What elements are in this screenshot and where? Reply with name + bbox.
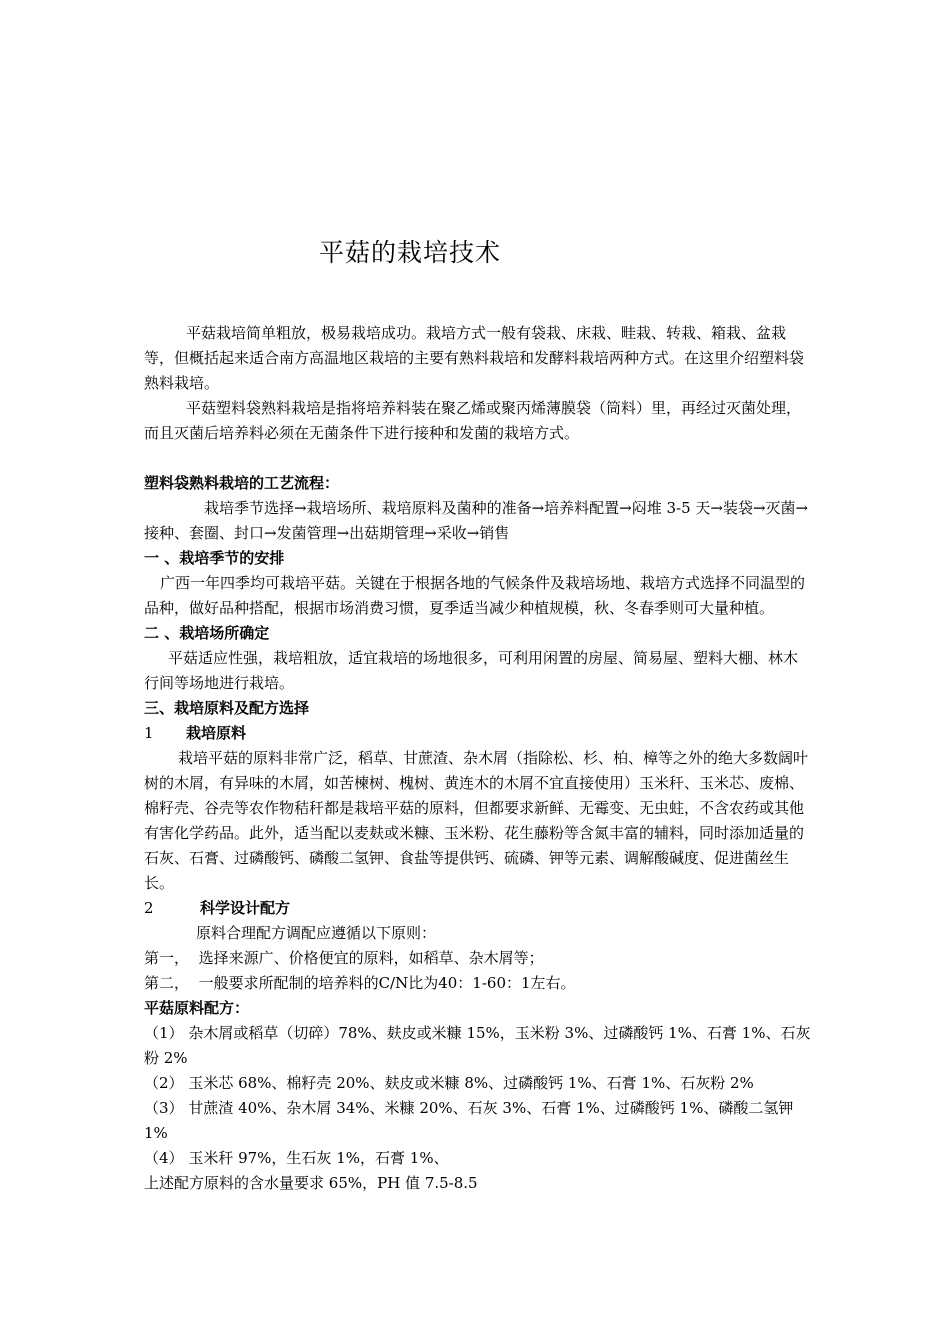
recipe-3 (144, 1096, 812, 1146)
recipes-note: 上述配方原料的含水量要求 65%，PH 值 7.5-8.5 (144, 1174, 478, 1192)
recipe-2 (144, 1071, 812, 1096)
recipe-1-number: （1） (144, 1024, 184, 1042)
process-heading: 塑料袋熟料栽培的工艺流程： (144, 474, 340, 492)
subsection2-number: 2 (144, 899, 154, 917)
subsection1-text: 栽培平菇的原料非常广泛，稻草、甘蔗渣、杂木屑（指除松、杉、柏、樟等之外的绝大多数阔叶树的木屑，有异味的木屑，如苦楝树、槐树、黄连木的木屑不宜直接使用）玉米秆、玉米芯、废棉、棉籽壳、谷壳等农作物秸秆都是栽培平菇的原料，但都要求新鲜、无霉变、无虫蛀，不含农药或其他有害化学药品。此外，适当配以麦麸或米糠、玉米粉、花生藤粉等含氮丰富的辅料，同时添加适量的石灰、石膏、过磷酸钙、磷酸二氢钾、食盐等提供钙、硫磷、钾等元素、调解酸碱度、促进菌丝生长。 (144, 749, 809, 892)
subsection2-heading (144, 896, 812, 921)
document-body (144, 321, 812, 1196)
subsection1-title: 栽培原料 (186, 724, 247, 742)
principle-1 (144, 946, 812, 971)
recipe-2-text: 玉米芯 68%、棉籽壳 20%、麸皮或米糠 8%、过磷酸钙 1%、石膏 1%、石灰粉 2% (188, 1074, 754, 1092)
section2-heading: 二 、栽培场所确定 (144, 624, 270, 642)
principle-2-label: 第二， (144, 974, 190, 992)
section2-text: 平菇适应性强，栽培粗放，适宜栽培的场地很多，可利用闲置的房屋、简易屋、塑料大棚、林木行间等场地进行栽培。 (144, 649, 799, 692)
recipe-4 (144, 1146, 812, 1171)
recipe-4-number: （4） (144, 1149, 184, 1167)
process-text: 栽培季节选择→栽培场所、栽培原料及菌种的准备→培养料配置→闷堆 3-5 天→装袋→灭菌→接种、套圈、封口→发菌管理→出菇期管理→采收→销售 (144, 499, 809, 542)
section3-heading: 三、栽培原料及配方选择 (144, 699, 310, 717)
recipe-2-number: （2） (144, 1074, 184, 1092)
recipe-4-text: 玉米秆 97%，生石灰 1%，石膏 1%、 (188, 1149, 449, 1167)
recipes-heading: 平菇原料配方： (144, 999, 250, 1017)
subsection2-title: 科学设计配方 (200, 899, 291, 917)
principle-1-text: 选择来源广、价格便宜的原料，如稻草、杂木屑等； (198, 949, 544, 967)
principle-2 (144, 971, 812, 996)
subsection2-text: 原料合理配方调配应遵循以下原则： (196, 924, 437, 942)
intro-paragraph-1: 平菇栽培简单粗放，极易栽培成功。栽培方式一般有袋栽、床栽、畦栽、转栽、箱栽、盆栽等，但概括起来适合南方高温地区栽培的主要有熟料栽培和发酵料栽培两种方式。在这里介绍塑料袋熟料栽培。 (144, 324, 805, 392)
intro-paragraph-2: 平菇塑料袋熟料栽培是指将培养料装在聚乙烯或聚丙烯薄膜袋（筒料）里，再经过灭菌处理，而且灭菌后培养料必须在无菌条件下进行接种和发菌的栽培方式。 (144, 399, 802, 442)
principle-2-text: 一般要求所配制的培养料的C/N比为40：1-60：1左右。 (198, 974, 576, 992)
section1-text: 广西一年四季均可栽培平菇。关键在于根据各地的气候条件及栽培场地、栽培方式选择不同温型的品种，做好品种搭配，根据市场消费习惯，夏季适当减少种植规模，秋、冬春季则可大量种植。 (144, 574, 806, 617)
principle-1-label: 第一， (144, 949, 190, 967)
recipe-1 (144, 1021, 812, 1071)
subsection1-number: 1 (144, 724, 154, 742)
recipe-3-number: （3） (144, 1099, 184, 1117)
document-title: 平菇的栽培技术 (319, 238, 502, 267)
spacer (144, 446, 812, 471)
recipe-1-text: 杂木屑或稻草（切碎）78%、麸皮或米糠 15%，玉米粉 3%、过磷酸钙 1%、石膏 1%、石灰粉 2% (144, 1024, 811, 1067)
recipe-3-text: 甘蔗渣 40%、杂木屑 34%、米糠 20%、石灰 3%、石膏 1%、过磷酸钙 1%、磷酸二氢钾 1% (144, 1099, 794, 1142)
subsection1-heading (144, 721, 812, 746)
section1-heading: 一 、栽培季节的安排 (144, 549, 285, 567)
